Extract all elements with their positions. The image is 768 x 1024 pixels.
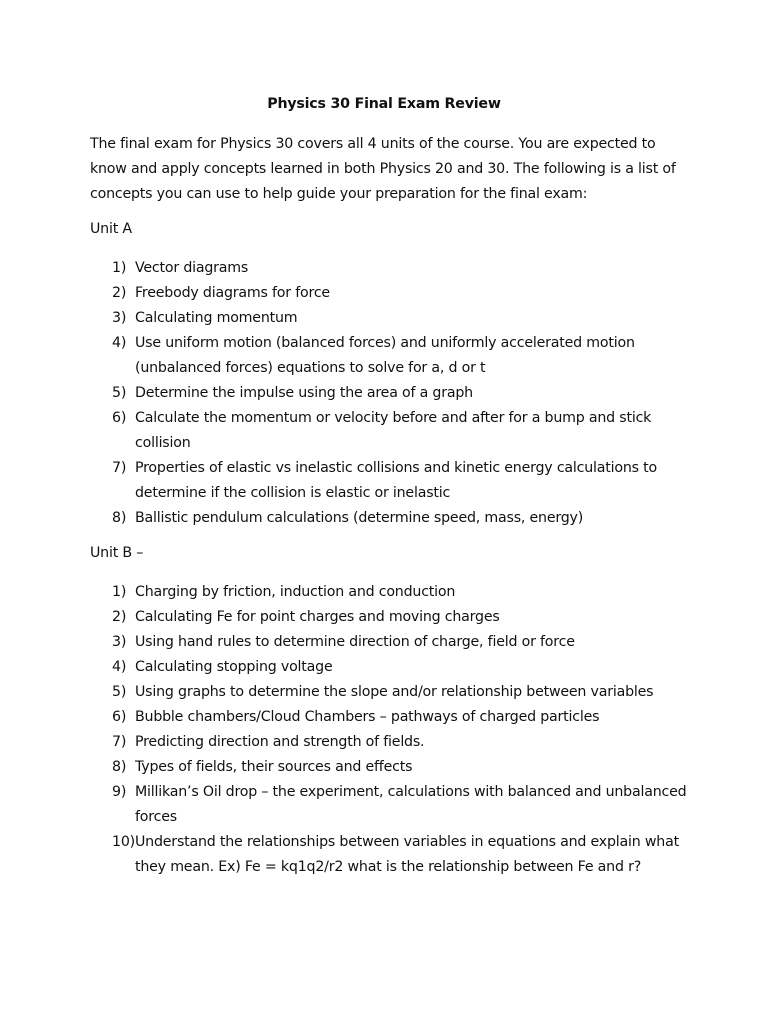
list-item: 7) Predicting direction and strength of fields. (112, 734, 425, 750)
list-item: 1) Vector diagrams (112, 260, 249, 276)
intro-paragraph: The final exam for Physics 30 covers all 4 units of the course. You are expected to know and apply concepts learned in both Physics 20 and 30. The following is a list of concepts you can use to help guide your preparation for the final exam: (90, 136, 676, 202)
list-item: 3) Using hand rules to determine direction of charge, field or force (112, 634, 575, 650)
list-item: 7) Properties of elastic vs inelastic collisions and kinetic energy calculations to determine if the collision is elastic or inelastic (112, 460, 658, 501)
list-item: 6) Calculate the momentum or velocity before and after for a bump and stick collision (112, 410, 652, 451)
unit-a-list (90, 256, 690, 531)
list-item: 2) Calculating Fe for point charges and moving charges (112, 609, 500, 625)
document-title: Physics 30 Final Exam Review (267, 96, 501, 112)
list-item: 5) Using graphs to determine the slope and/or relationship between variables (112, 684, 654, 700)
list-item: 6) Bubble chambers/Cloud Chambers – pathways of charged particles (112, 709, 600, 725)
list-item: 4) Calculating stopping voltage (112, 659, 333, 675)
list-item: 10) Understand the relationships between variables in equations and explain what they mean. Ex) Fe = kq1q2/r2 what is the relationship between Fe and r? (112, 834, 679, 875)
unit-b-heading: Unit B – (90, 545, 144, 561)
list-item: 5) Determine the impulse using the area of a graph (112, 385, 473, 401)
list-item: 4) Use uniform motion (balanced forces) and uniformly accelerated motion (unbalanced forces) equations to solve for a, d or t (112, 335, 635, 376)
unit-b-list (90, 580, 690, 880)
unit-a-heading: Unit A (90, 221, 132, 237)
list-item: 1) Charging by friction, induction and conduction (112, 584, 456, 600)
list-item: 8) Types of fields, their sources and effects (112, 759, 413, 775)
list-item: 9) Millikan’s Oil drop – the experiment, calculations with balanced and unbalanced forces (112, 784, 687, 825)
list-item: 8) Ballistic pendulum calculations (determine speed, mass, energy) (112, 510, 584, 526)
list-item: 3) Calculating momentum (112, 310, 298, 326)
list-item: 2) Freebody diagrams for force (112, 285, 330, 301)
